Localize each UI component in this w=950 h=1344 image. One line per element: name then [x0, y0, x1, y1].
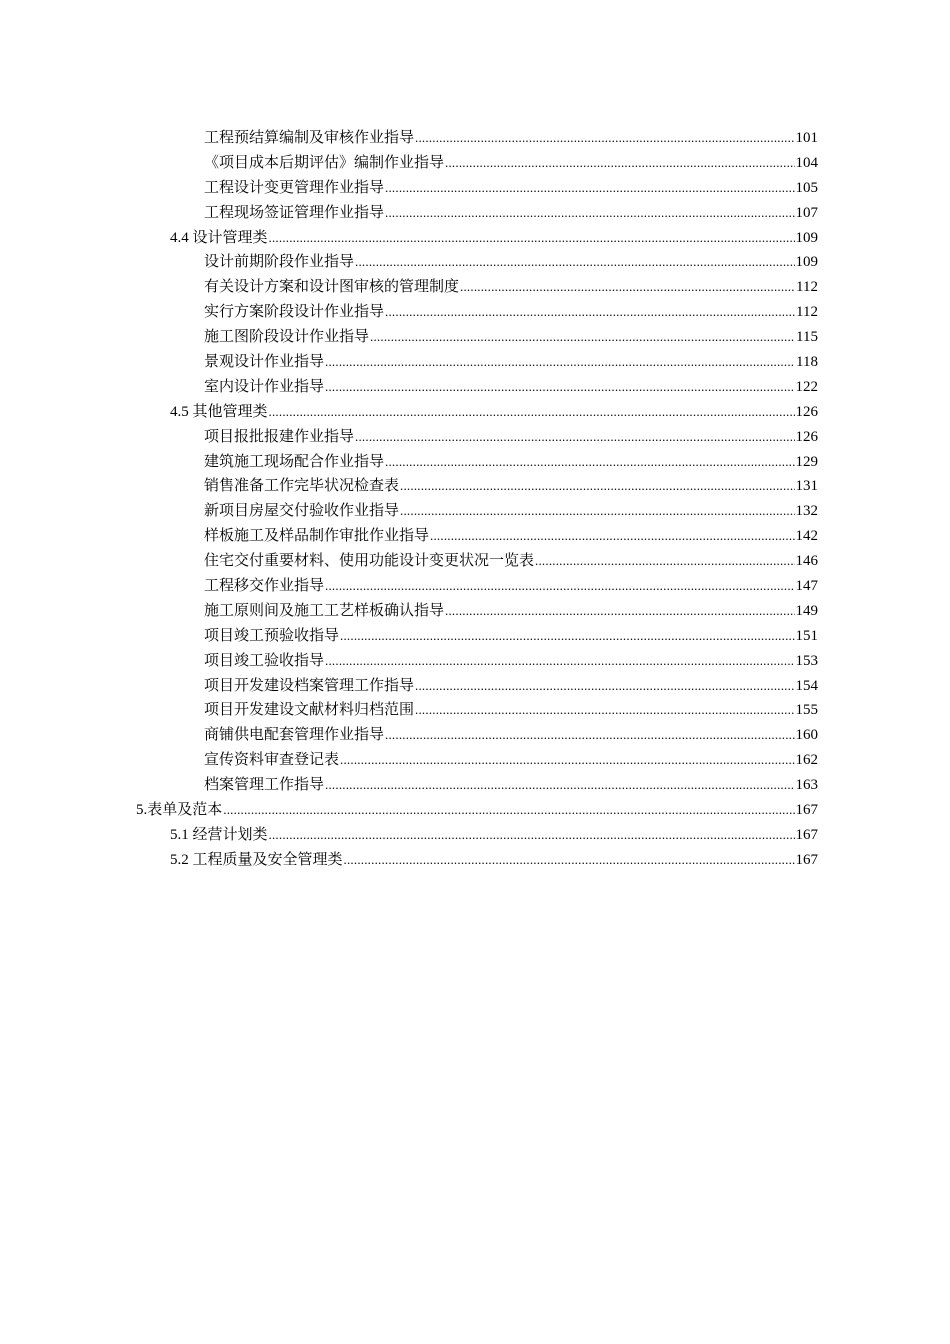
toc-entry-title: [204, 473, 399, 498]
toc-entry[interactable]: [0, 747, 950, 772]
toc-entry-line: [204, 598, 818, 624]
toc-entry[interactable]: [0, 523, 950, 548]
toc-entry-line: [204, 623, 818, 649]
toc-entry-title: [204, 673, 414, 698]
toc-entry-line: [204, 299, 818, 325]
toc-dot-leader: [535, 549, 794, 574]
toc-entry-title-text: 工程预结算编制及审核作业指导: [204, 128, 415, 146]
toc-entry-title: [204, 722, 384, 747]
toc-page-number: 155: [795, 702, 818, 719]
toc-dot-leader: [430, 524, 794, 549]
toc-entry-title: [204, 200, 384, 225]
toc-page-number: 109: [795, 254, 818, 271]
toc-entry-title-text: 《项目成本后期评估》编制作业指导: [204, 152, 445, 171]
toc-entry-line: [204, 150, 818, 176]
toc-entry-title-text: 实行方案阶段设计作业指导: [204, 302, 385, 321]
toc-entry-line: [170, 399, 818, 425]
toc-entry-title-text: 表单及范本: [147, 800, 223, 819]
toc-entry-title: [204, 772, 324, 797]
toc-dot-leader: [385, 201, 794, 226]
toc-page-number: 146: [795, 553, 818, 570]
toc-entry-title-text: 经营计划类: [192, 824, 268, 843]
toc-entry-title: [204, 299, 384, 324]
toc-entry-title-text: 建筑施工现场配合作业指导: [204, 451, 385, 470]
toc-page-number: 160: [795, 727, 818, 744]
toc-entry-line: [170, 225, 818, 251]
toc-entry-title-text: 项目开发建设档案管理工作指导: [204, 675, 415, 694]
toc-dot-leader: [325, 574, 794, 599]
toc-entry-title-text: 项目竣工预验收指导: [204, 625, 340, 644]
toc-entry-title: [204, 623, 339, 648]
toc-page-number: 163: [795, 777, 818, 794]
toc-dot-leader: [370, 325, 795, 350]
toc-dot-leader: [223, 798, 794, 823]
toc-entry-title: [204, 449, 384, 474]
toc-entry[interactable]: [0, 175, 950, 200]
toc-entry-title: [204, 598, 444, 623]
toc-entry-title-text: 设计管理类: [192, 227, 268, 246]
toc-entry[interactable]: [0, 399, 950, 424]
toc-entry-number: 4.5: [170, 403, 193, 420]
toc-entry[interactable]: [0, 249, 950, 274]
toc-dot-leader: [445, 599, 794, 624]
toc-entry[interactable]: [0, 473, 950, 498]
toc-entry-title-text: 住宅交付重要材料、使用功能设计变更状况一览表: [204, 551, 535, 570]
toc-entry-line: [204, 498, 818, 524]
toc-entry[interactable]: [0, 548, 950, 573]
toc-entry-title: [170, 225, 268, 251]
toc-entry-line: [204, 175, 818, 201]
toc-entry-title-text: 工程现场签证管理作业指导: [204, 202, 385, 221]
toc-page-number: 122: [795, 378, 818, 395]
toc-entry-title: [204, 175, 384, 200]
toc-entry-line: [204, 697, 818, 723]
toc-entry-number: 4.4: [170, 229, 193, 246]
toc-entry-line: [204, 573, 818, 599]
toc-entry[interactable]: [0, 274, 950, 299]
toc-entry-title: [204, 573, 324, 598]
toc-entry[interactable]: [0, 673, 950, 698]
toc-dot-leader: [325, 375, 794, 400]
table-of-contents: [0, 125, 950, 872]
toc-dot-leader: [269, 226, 795, 251]
toc-entry-number: 5.1: [170, 826, 193, 843]
toc-dot-leader: [385, 176, 794, 201]
toc-entry-line: [204, 473, 818, 499]
toc-entry[interactable]: [0, 324, 950, 349]
toc-entry-title-text: 项目开发建设文献材料归档范围: [204, 700, 415, 719]
toc-entry-title: [170, 847, 343, 873]
toc-entry-title: [136, 797, 222, 823]
toc-entry-line: [204, 349, 818, 375]
toc-page-number: 126: [795, 403, 818, 420]
toc-entry[interactable]: [0, 697, 950, 722]
toc-page-number: 104: [795, 154, 818, 171]
toc-entry-title-text: 施工图阶段设计作业指导: [204, 327, 370, 346]
toc-entry[interactable]: [0, 225, 950, 250]
toc-page-number: 115: [796, 329, 818, 346]
toc-entry-title: [204, 747, 339, 772]
toc-entry[interactable]: [0, 449, 950, 474]
toc-entry-line: [204, 648, 818, 674]
toc-entry[interactable]: [0, 498, 950, 523]
toc-entry-title-text: 档案管理工作指导: [204, 775, 325, 794]
toc-entry-title-text: 工程移交作业指导: [204, 576, 325, 595]
toc-dot-leader: [415, 126, 794, 151]
toc-entry-title: [204, 498, 399, 523]
toc-entry-title-text: 设计前期阶段作业指导: [204, 252, 355, 271]
toc-page-number: 142: [795, 528, 818, 545]
toc-entry[interactable]: [0, 772, 950, 797]
toc-entry-title: [204, 349, 324, 374]
toc-dot-leader: [325, 649, 794, 674]
toc-entry[interactable]: [0, 722, 950, 747]
toc-page-number: 101: [795, 130, 818, 146]
toc-page-number: 109: [795, 229, 818, 246]
toc-entry-line: [204, 424, 818, 450]
toc-entry[interactable]: [0, 623, 950, 648]
toc-page-number: 154: [795, 677, 818, 694]
toc-page-number: 118: [796, 354, 818, 371]
toc-entry-line: [204, 673, 818, 699]
toc-page-number: 126: [795, 428, 818, 445]
toc-entry[interactable]: [0, 374, 950, 399]
toc-entry-title: [204, 523, 429, 548]
toc-entry-title-text: 其他管理类: [192, 401, 268, 420]
toc-entry-line: [204, 374, 818, 400]
toc-entry-line: [204, 274, 818, 300]
toc-dot-leader: [445, 151, 794, 176]
toc-page-number: 147: [795, 578, 818, 595]
toc-entry-line: [204, 523, 818, 549]
toc-entry-title-text: 工程设计变更管理作业指导: [204, 177, 385, 196]
toc-page-number: 162: [795, 752, 818, 769]
toc-entry[interactable]: [0, 200, 950, 225]
toc-entry-line: [204, 200, 818, 226]
toc-dot-leader: [325, 773, 794, 798]
toc-entry-title-text: 有关设计方案和设计图审核的管理制度: [204, 277, 460, 296]
toc-entry[interactable]: [0, 573, 950, 598]
toc-entry-title-text: 样板施工及样品制作审批作业指导: [204, 526, 430, 545]
toc-dot-leader: [400, 499, 794, 524]
toc-entry-line: [204, 722, 818, 748]
toc-entry[interactable]: [0, 598, 950, 623]
toc-dot-leader: [415, 698, 794, 723]
toc-entry-title: [204, 424, 354, 449]
toc-page-number: 131: [795, 478, 818, 495]
toc-entry-title-text: 室内设计作业指导: [204, 376, 325, 395]
toc-dot-leader: [344, 848, 795, 873]
toc-dot-leader: [385, 723, 794, 748]
toc-entry[interactable]: [0, 424, 950, 449]
toc-page-number: 112: [796, 304, 818, 321]
toc-dot-leader: [325, 350, 795, 375]
toc-entry[interactable]: [0, 648, 950, 673]
toc-entry-title-text: 项目报批报建作业指导: [204, 426, 355, 445]
toc-page-number: 107: [795, 204, 818, 221]
toc-entry[interactable]: [0, 150, 950, 175]
toc-entry-title: [204, 324, 369, 349]
toc-dot-leader: [355, 250, 794, 275]
toc-dot-leader: [385, 300, 795, 325]
toc-entry-line: [204, 449, 818, 475]
toc-page-number: 149: [795, 602, 818, 619]
toc-page-number: 167: [795, 802, 818, 819]
toc-entry-title-text: 景观设计作业指导: [204, 352, 325, 371]
toc-entry-line: [204, 772, 818, 798]
toc-page-number: 132: [795, 503, 818, 520]
toc-dot-leader: [269, 400, 795, 425]
toc-dot-leader: [415, 674, 794, 699]
toc-entry-title: [204, 697, 414, 722]
toc-page-number: 153: [795, 652, 818, 669]
toc-entry[interactable]: [0, 299, 950, 324]
toc-entry-title: [204, 125, 414, 150]
toc-dot-leader: [355, 425, 794, 450]
toc-entry-title: [204, 548, 534, 573]
toc-entry-title-text: 施工原则间及施工工艺样板确认指导: [204, 600, 445, 619]
toc-entry[interactable]: [0, 847, 950, 872]
toc-page-number: 105: [795, 179, 818, 196]
toc-entry[interactable]: [0, 125, 950, 150]
toc-dot-leader: [400, 474, 794, 499]
toc-entry-line: [204, 249, 818, 275]
toc-entry-number: 5.: [136, 802, 148, 819]
toc-entry-title: [170, 822, 268, 848]
toc-entry-line: [170, 822, 818, 848]
toc-dot-leader: [340, 624, 794, 649]
toc-page-number: 167: [795, 826, 818, 843]
toc-entry-title-text: 工程质量及安全管理类: [192, 849, 343, 868]
toc-entry-number: 5.2: [170, 851, 193, 868]
toc-entry-title: [204, 374, 324, 399]
toc-page-number: 112: [796, 279, 818, 296]
toc-entry-title-text: 销售准备工作完毕状况检查表: [204, 476, 400, 495]
toc-entry-title-text: 项目竣工验收指导: [204, 650, 325, 669]
toc-entry-title: [204, 274, 459, 299]
toc-entry-line: [204, 125, 818, 151]
toc-entry[interactable]: [0, 797, 950, 822]
toc-entry[interactable]: [0, 349, 950, 374]
toc-dot-leader: [269, 823, 795, 848]
toc-entry-title-text: 宣传资料审查登记表: [204, 750, 340, 769]
toc-entry-line: [136, 797, 818, 823]
toc-entry-title: [204, 150, 444, 175]
toc-page-number: 167: [795, 851, 818, 868]
toc-dot-leader: [340, 748, 794, 773]
toc-entry[interactable]: [0, 822, 950, 847]
toc-entry-line: [204, 324, 818, 350]
toc-page-number: 129: [795, 453, 818, 470]
toc-dot-leader: [385, 450, 794, 475]
toc-entry-title-text: 新项目房屋交付验收作业指导: [204, 501, 400, 520]
toc-page-number: 151: [795, 627, 818, 644]
toc-entry-line: [170, 847, 818, 873]
toc-entry-title: [204, 249, 354, 274]
toc-entry-line: [204, 548, 818, 574]
toc-entry-title-text: 商铺供电配套管理作业指导: [204, 725, 385, 744]
toc-entry-title: [170, 399, 268, 425]
toc-dot-leader: [460, 275, 795, 300]
toc-entry-title: [204, 648, 324, 673]
toc-entry-line: [204, 747, 818, 773]
